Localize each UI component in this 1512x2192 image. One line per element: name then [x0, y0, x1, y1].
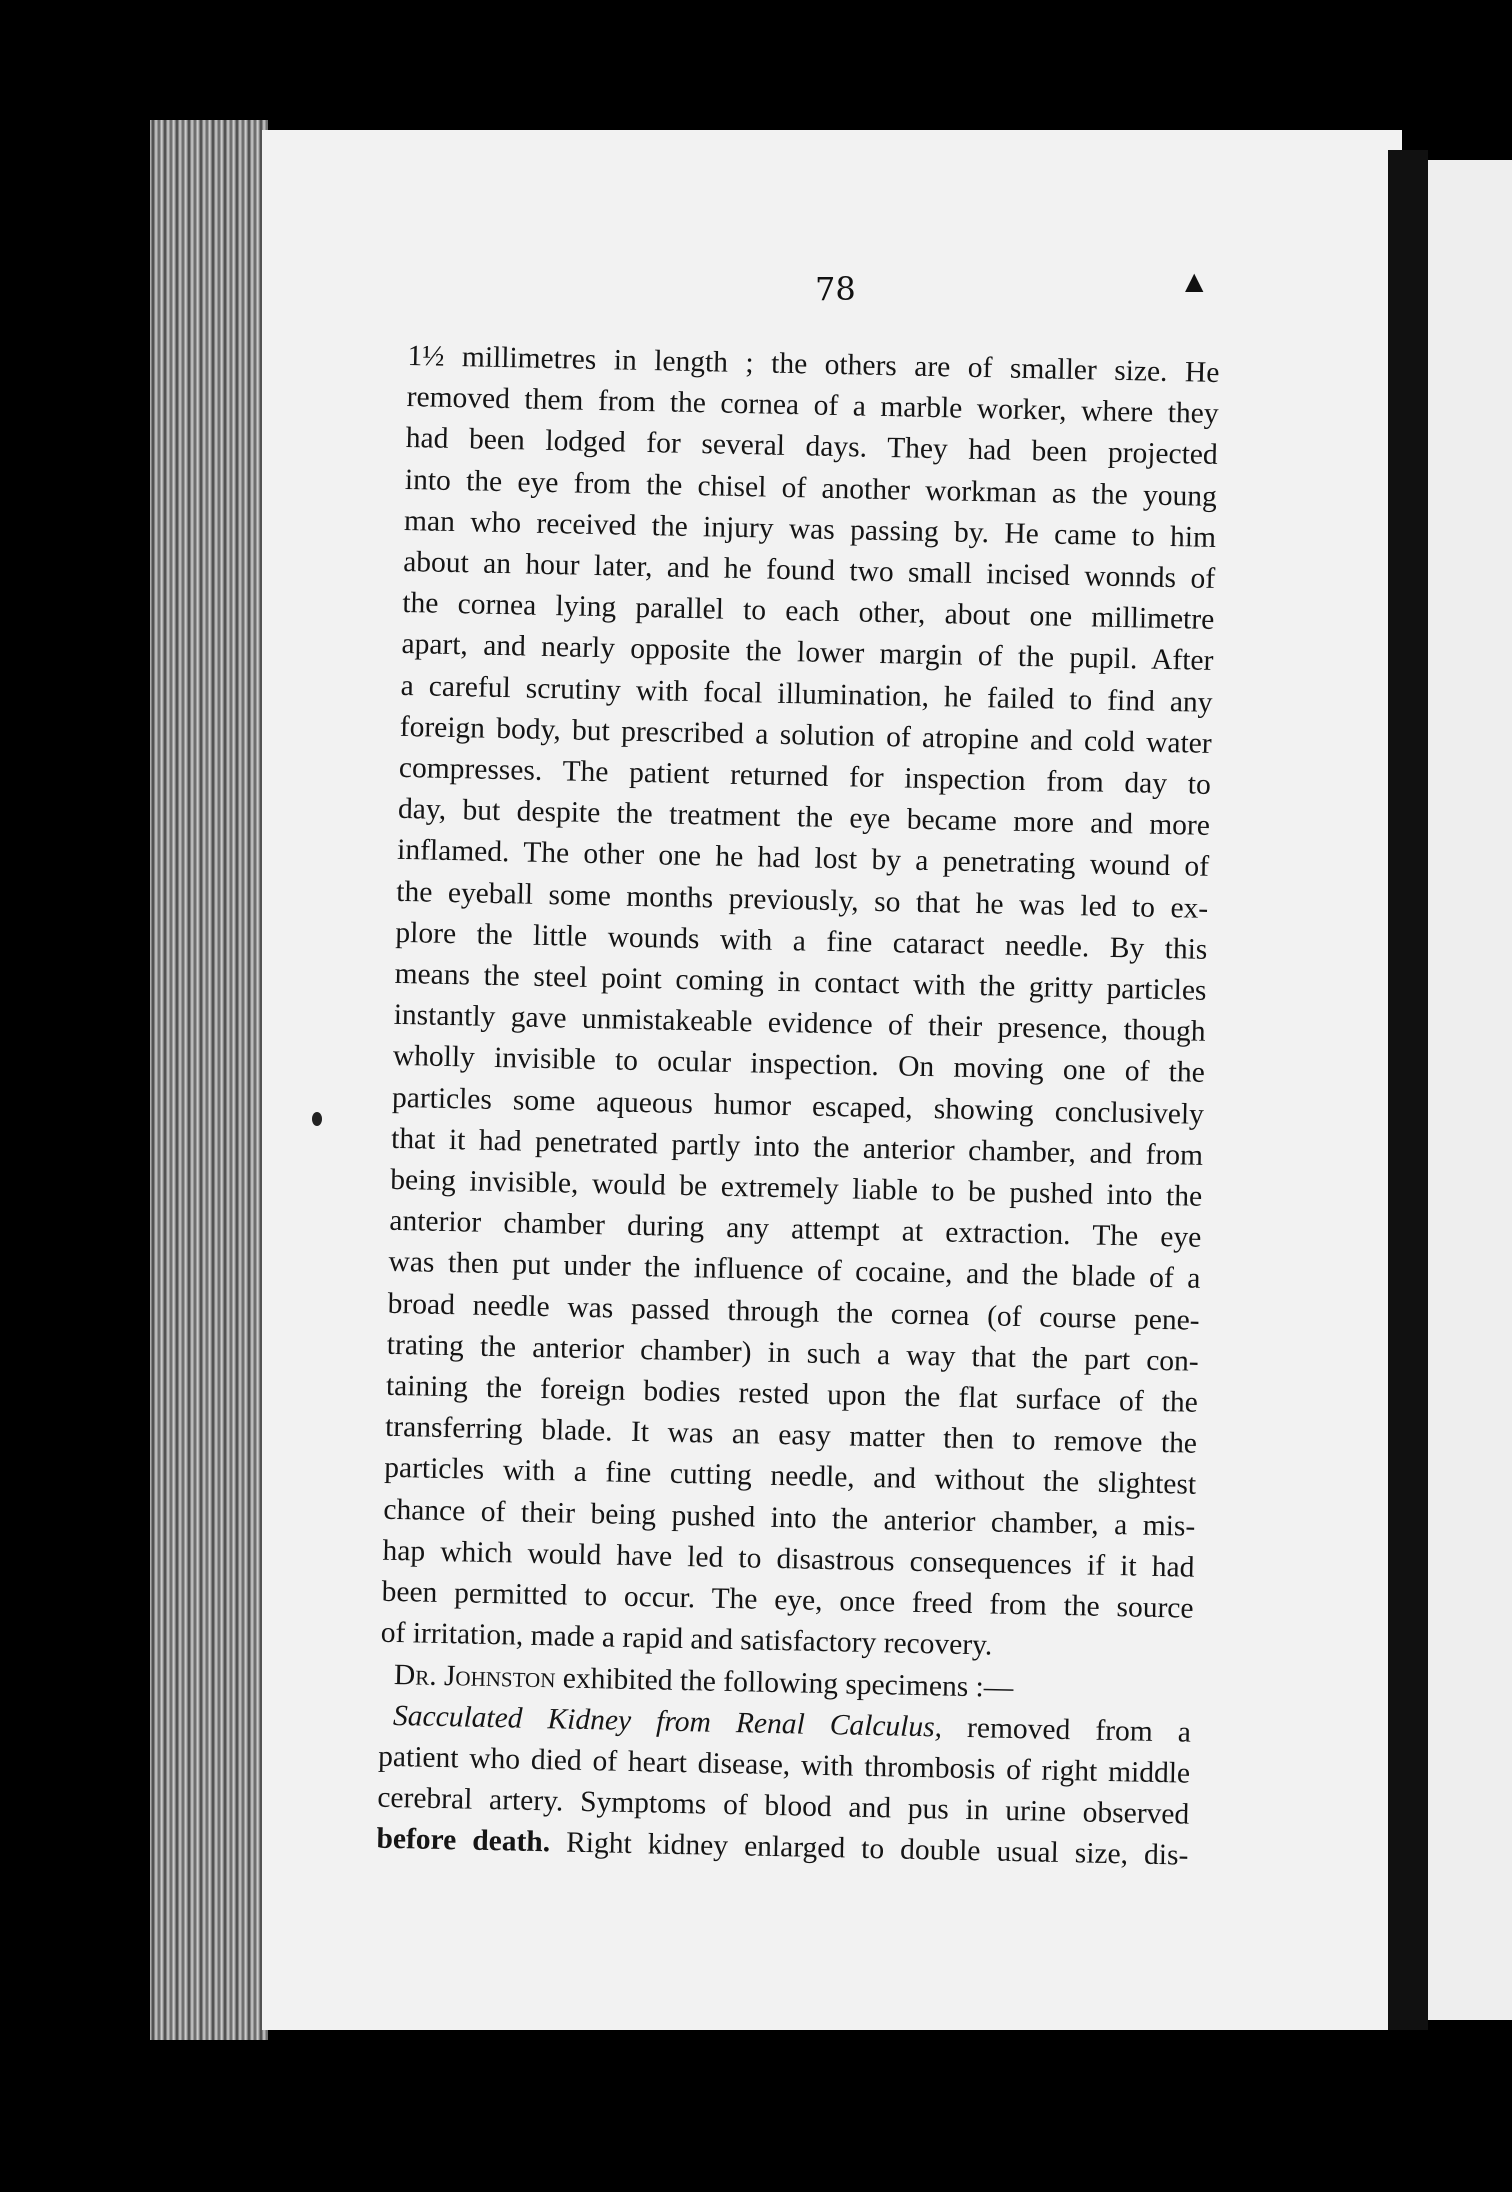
- text-line: inflamed. The other one he had lost by a penetrating wound of: [396, 834, 1210, 884]
- text-line: had been lodged for several days. They had been projected: [405, 422, 1219, 472]
- text-line: was then put under the influence of cocaine, and the blade of a: [388, 1246, 1201, 1296]
- text-line: been permitted to occur. The eye, once freed from the source: [381, 1575, 1194, 1625]
- page-number: 78: [815, 270, 856, 308]
- text-line: taining the foreign bodies rested upon the flat surface of the: [385, 1369, 1199, 1419]
- text-line: particles with a fine cutting needle, and without the slightest: [383, 1452, 1197, 1502]
- final-bold-phrase: before death.: [376, 1822, 551, 1859]
- text-line: compresses. The patient returned for inspection from day to: [398, 751, 1212, 801]
- text-line: the cornea lying parallel to each other, about one millimetre: [402, 587, 1215, 637]
- text-line: chance of their being pushed into the anterior chamber, a mis-: [383, 1493, 1196, 1543]
- text-line: anterior chamber during any attempt at extraction. The eye: [389, 1205, 1202, 1255]
- text-line: 1½ millimetres in length ; the others are of smaller size. He: [407, 339, 1220, 389]
- specimen-title: Sacculated Kidney from Renal Calculus,: [392, 1699, 943, 1744]
- text-line: being invisible, would be extremely liable to be pushed into the: [389, 1163, 1203, 1213]
- corner-mark-icon: ▲: [1185, 267, 1204, 295]
- text-line: removed them from the cornea of a marble worker, where they: [406, 381, 1219, 431]
- adjacent-page-edge: [1428, 160, 1512, 2020]
- text-line: foreign body, but prescribed a solution of atropine and cold water: [399, 710, 1212, 760]
- text-line: hap which would have led to disastrous consequences if it had: [382, 1534, 1195, 1584]
- text-line: apart, and nearly opposite the lower margin of the pupil. After: [401, 628, 1214, 678]
- book-gutter: [1388, 150, 1428, 2030]
- final-rest: Right kidney enlarged to double usual size, dis-: [549, 1826, 1189, 1872]
- text-line: day, but despite the treatment the eye became more and more: [397, 793, 1211, 843]
- text-line: particles some aqueous humor escaped, showing conclusively: [391, 1081, 1205, 1131]
- text-line: the eyeball some months previously, so that he was led to ex-: [396, 875, 1209, 925]
- text-line: man who received the injury was passing by. He came to him: [403, 504, 1217, 554]
- speaker-name: Dr. Johnston: [393, 1658, 556, 1694]
- text-line: into the eye from the chisel of another workman as the young: [404, 463, 1218, 513]
- body-text: [376, 336, 1220, 1877]
- text-line: trating the anterior chamber) in such a way that the part con-: [386, 1328, 1200, 1378]
- margin-ink-spot: [312, 1112, 322, 1126]
- text-line: that it had penetrated partly into the anterior chamber, and from: [390, 1122, 1204, 1172]
- speaker-rest: exhibited the following specimens :—: [555, 1661, 1014, 1704]
- text-line: means the steel point coming in contact with the gritty particles: [394, 957, 1207, 1007]
- book-page-edges: [150, 120, 268, 2040]
- text-line: broad needle was passed through the cornea (of course pene-: [387, 1287, 1200, 1337]
- text-line: patient who died of heart disease, with thrombosis of right middle: [377, 1740, 1191, 1790]
- text-line: plore the little wounds with a fine cataract needle. By this: [395, 916, 1208, 966]
- text-line: cerebral artery. Symptoms of blood and pus in urine observed: [377, 1781, 1190, 1831]
- text-line: a careful scrutiny with focal illumination, he failed to find any: [400, 669, 1213, 719]
- text-line: wholly invisible to ocular inspection. On moving one of the: [392, 1040, 1206, 1090]
- text-line: instantly gave unmistakeable evidence of their presence, though: [393, 999, 1206, 1049]
- text-line: of irritation, made a rapid and satisfactory recovery.: [380, 1617, 993, 1662]
- specimen-rest: removed from a: [941, 1711, 1192, 1749]
- text-line: about an hour later, and he found two small incised wonnds of: [402, 545, 1216, 595]
- text-line: transferring blade. It was an easy matter then to remove the: [384, 1411, 1198, 1461]
